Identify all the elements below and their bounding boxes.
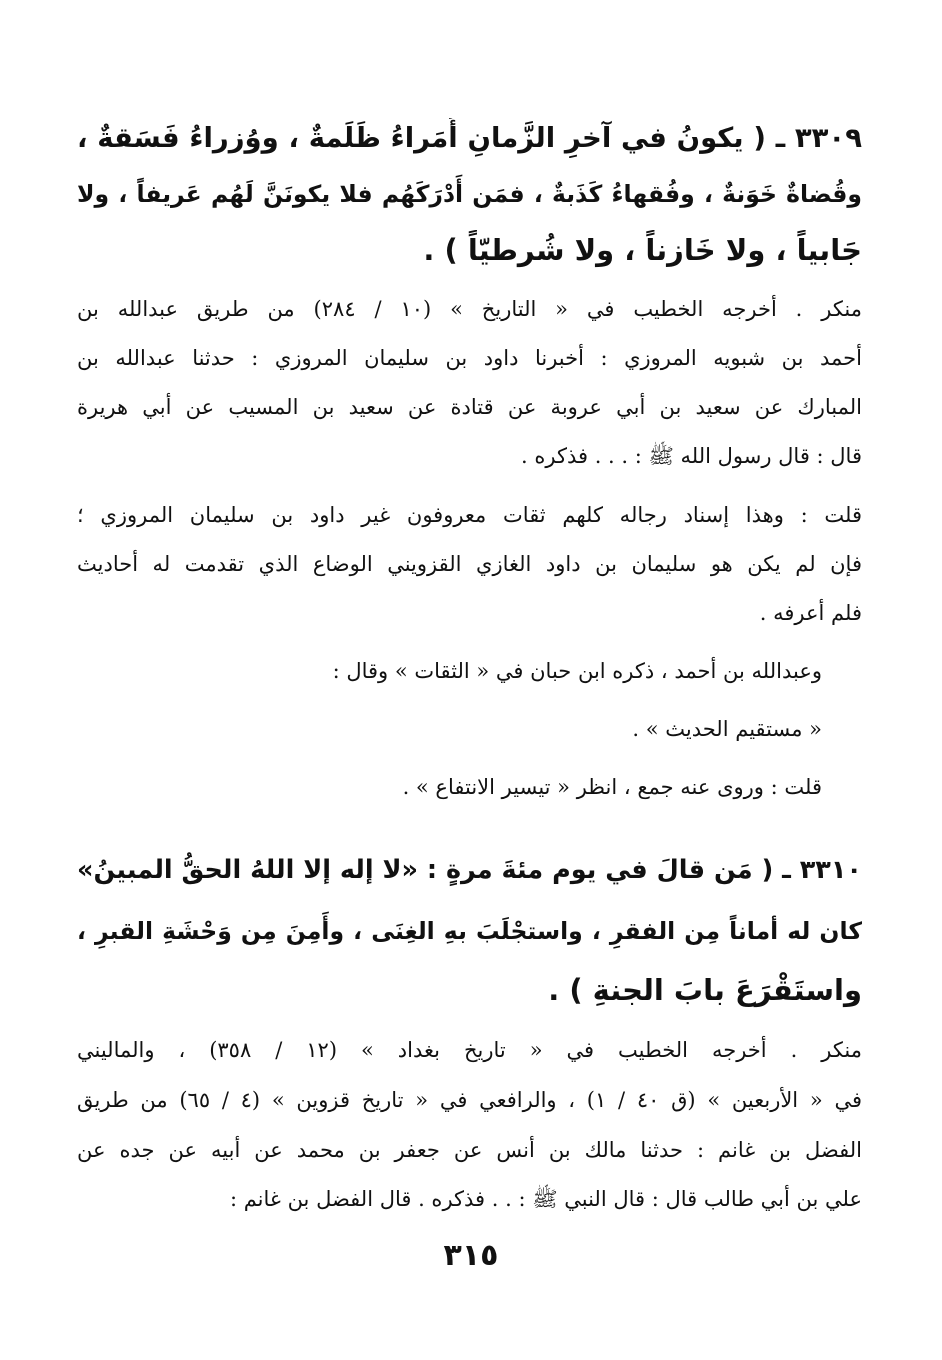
hadith-3310-line-3: واستَقْرَعَ بابَ الجنةِ ) . — [548, 973, 862, 1007]
takhrij-3310-line-2: في « الأربعين » (ق ٤٠ / ١) ، والرافعي في « تاريخ قزوين » (٤ / ٦٥) من طريق — [77, 1088, 862, 1112]
takhrij-3310-line-4: علي بن أبي طالب قال : قال النبي ﷺ : . . فذكره . قال الفضل بن غانم : — [229, 1187, 862, 1211]
hadith-3309-line-1: ٣٣٠٩ ـ ( يكونُ في آخرِ الزَّمانِ أُمَراءُ ظَلَمةٌ ، ووُزراءُ فَسَقةٌ ، — [77, 122, 862, 154]
takhrij-3309-line-2: أحمد بن شبويه المروزي : أخبرنا داود بن سليمان المروزي : حدثنا عبدالله بن — [77, 346, 862, 370]
hadith-3310-line-1: ٣٣١٠ ـ ( مَن قالَ في يوم مئةَ مرةٍ : «لا إله إلا اللهُ الحقُّ المبينُ» — [77, 855, 862, 885]
takhrij-3309-line-4: قال : قال رسول الله ﷺ : . . . فذكره . — [521, 444, 862, 468]
ibn-hibban-line-1: وعبدالله بن أحمد ، ذكره ابن حبان في « الثقات » وقال : — [332, 659, 822, 683]
note-3309-line-1: قلت : وهذا إسناد رجاله كلهم ثقات معروفون غير داود بن سليمان المروزي ؛ — [77, 503, 862, 527]
page-number: ٣١٥ — [443, 1238, 499, 1273]
final-note-3309: قلت : وروى عنه جمع ، انظر « تيسير الانتفاع » . — [402, 775, 822, 799]
takhrij-3310-line-1: منكر . أخرجه الخطيب في « تاريخ بغداد » (١٢ / ٣٥٨) ، والماليني — [77, 1038, 862, 1062]
ibn-hibban-line-2: « مستقيم الحديث » . — [632, 717, 822, 741]
takhrij-3309-line-1: منكر . أخرجه الخطيب في « التاريخ » (١٠ / ٢٨٤) من طريق عبدالله بن — [77, 297, 862, 321]
hadith-3309-line-2: وقُضاةٌ خَوَنةٌ ، وفُقهاءُ كَذَبةٌ ، فمَن أَدْرَكَهُم فلا يكونَنَّ لَهُم عَريفاً ، ولا — [77, 180, 862, 208]
takhrij-3310-line-3: الفضل بن غانم : حدثنا مالك بن أنس عن جعفر بن محمد عن أبيه عن جده عن — [77, 1138, 862, 1162]
hadith-3310-line-2: كان له أماناً مِن الفقرِ ، واستجْلَبَ بهِ الغِنَى ، وأَمِنَ مِن وَحْشَةِ القبرِ ، — [77, 917, 862, 945]
hadith-3309-line-3: جَابياً ، ولا خَازناً ، ولا شُرطيّاً ) . — [423, 233, 862, 267]
takhrij-3309-line-3: المبارك عن سعيد بن أبي عروبة عن قتادة عن سعيد بن المسيب عن أبي هريرة — [77, 395, 862, 419]
note-3309-line-2: فإن لم يكن هو سليمان بن داود الغازي القزويني الوضاع الذي تقدمت له أحاديث — [77, 552, 862, 576]
note-3309-line-3: فلم أعرفه . — [759, 601, 862, 625]
